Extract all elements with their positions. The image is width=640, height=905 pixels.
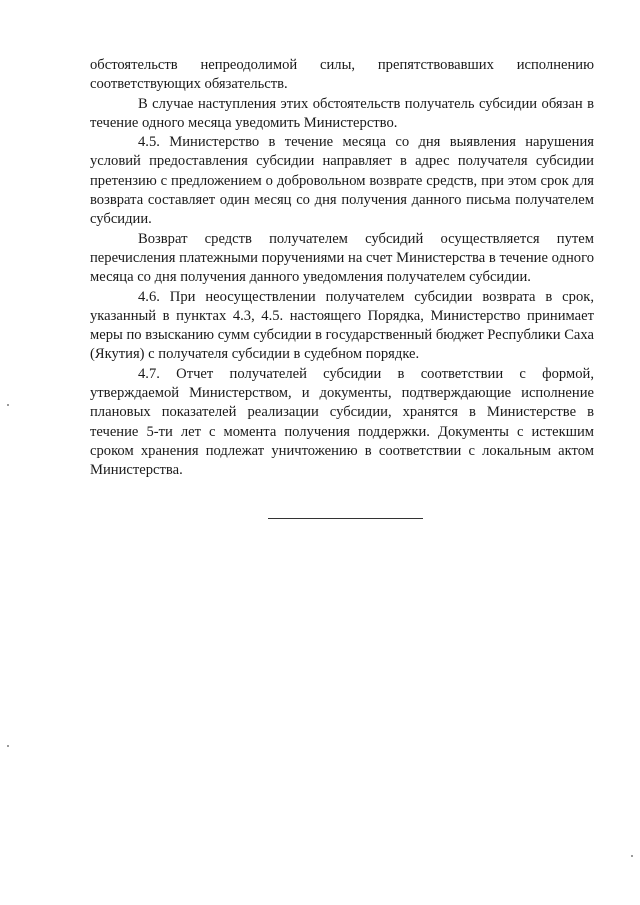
paragraph-4-6: 4.6. При неосуществлении получателем субсидии возврата в срок, указанный в пунктах 4.3, 4.5. настоящего Порядка, Министерство принимает меры по взысканию сумм субсидии в государственный бюджет Республики Саха (Якутия) с получателя субсидии в судебном порядке. (90, 288, 594, 363)
end-separator-line (268, 518, 423, 519)
scan-mark (7, 404, 9, 406)
paragraph-force-majeure-continuation: обстоятельств непреодолимой силы, препятствовавших исполнению соответствующих обязательств. (90, 57, 594, 93)
paragraph-4-5: 4.5. Министерство в течение месяца со дня выявления нарушения условий предоставления субсидии направляет в адрес получателя субсидии претензию с предложением о добровольном возврате средств, при этом срок для возврата составляет один месяц со дня получения данного письма получателем субсидии. (90, 134, 594, 228)
paragraph-4-7: 4.7. Отчет получателей субсидии в соответствии с формой, утверждаемой Министерством, и документы, подтверждающие исполнение плановых показателей реализации субсидии, хранятся в Министерстве в течение 5-ти лет с момента получения поддержки. Документы с истекшим сроком хранения подлежат уничтожению в соответствии с локальным актом Министерства. (90, 365, 594, 479)
document-body (90, 56, 594, 481)
scan-mark (631, 855, 633, 857)
paragraph-refund: Возврат средств получателем субсидий осуществляется путем перечисления платежными поручениями на счет Министерства в течение одного месяца со дня получения данного уведомления получателем субсидии. (90, 230, 594, 286)
paragraph-notification: В случае наступления этих обстоятельств получатель субсидии обязан в течение одного месяца уведомить Министерство. (90, 95, 594, 131)
scan-mark (7, 745, 9, 747)
